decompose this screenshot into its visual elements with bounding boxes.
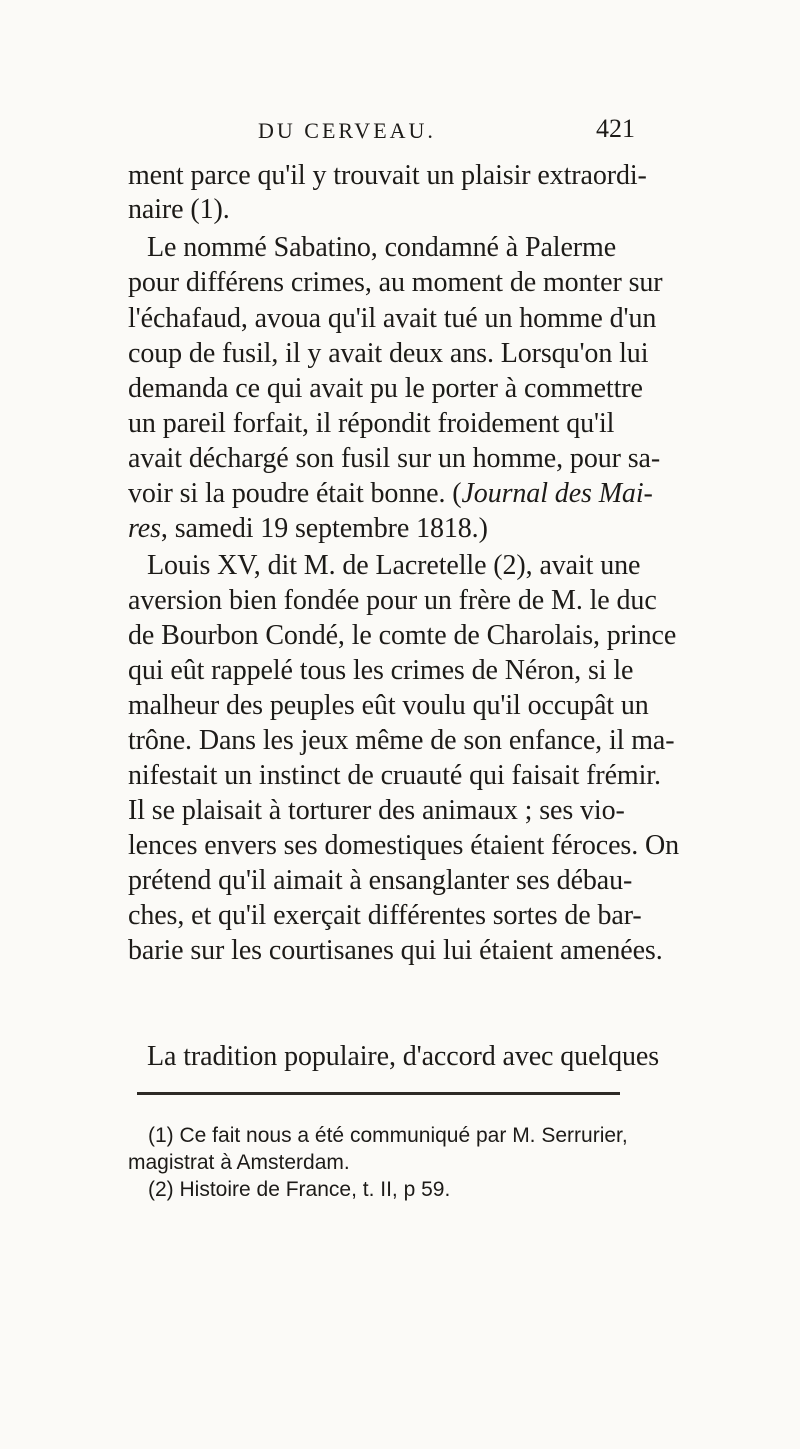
text-line: trône. Dans les jeux même de son enfance, il ma- xyxy=(128,725,675,756)
page-number: 421 xyxy=(596,114,635,143)
footnote: magistrat à Amsterdam. xyxy=(128,1151,350,1174)
running-title: DU CERVEAU. xyxy=(258,118,436,143)
text-line: naire (1). xyxy=(128,194,230,225)
text-line: avait déchargé son fusil sur un homme, pour sa- xyxy=(128,443,661,474)
text-line: Le nommé Sabatino, condamné à Palerme xyxy=(147,232,617,263)
text-line: malheur des peuples eût voulu qu'il occupât un xyxy=(128,690,649,721)
text-line: La tradition populaire, d'accord avec quelques xyxy=(147,1041,660,1072)
footnote: (1) Ce fait nous a été communiqué par M. Serrurier, xyxy=(148,1124,628,1147)
text-line: res, samedi 19 septembre 1818.) xyxy=(128,513,488,544)
italic-citation: res xyxy=(128,513,161,544)
text-line: Il se plaisait à torturer des animaux ; ses vio- xyxy=(128,795,625,826)
text-line: barie sur les courtisanes qui lui étaient amenées. xyxy=(128,935,663,966)
text-line: qui eût rappelé tous les crimes de Néron, si le xyxy=(128,655,634,686)
text-line: de Bourbon Condé, le comte de Charolais, prince xyxy=(128,620,677,651)
text-line: prétend qu'il aimait à ensanglanter ses débau- xyxy=(128,865,633,896)
text-line: un pareil forfait, il répondit froidement qu'il xyxy=(128,408,615,439)
italic-citation: Journal des Mai- xyxy=(461,478,653,509)
footnote-separator xyxy=(137,1092,620,1095)
text-line: nifestait un instinct de cruauté qui faisait frémir. xyxy=(128,760,661,791)
text-line: Louis XV, dit M. de Lacretelle (2), avait une xyxy=(147,550,641,581)
footnote: (2) Histoire de France, t. II, p 59. xyxy=(148,1178,451,1201)
text-line: ches, et qu'il exerçait différentes sortes de bar- xyxy=(128,900,642,931)
running-head xyxy=(258,112,638,148)
text-line: coup de fusil, il y avait deux ans. Lorsqu'on lui xyxy=(128,338,649,369)
text-line: ment parce qu'il y trouvait un plaisir extraordi- xyxy=(128,160,647,191)
text-line: demanda ce qui avait pu le porter à commettre xyxy=(128,373,643,404)
text-line: voir si la poudre était bonne. (Journal des Mai- xyxy=(128,478,653,509)
text-line: pour différens crimes, au moment de monter sur xyxy=(128,267,663,298)
text-line: aversion bien fondée pour un frère de M. le duc xyxy=(128,585,657,616)
text-line: lences envers ses domestiques étaient féroces. On xyxy=(128,830,680,861)
text-line: l'échafaud, avoua qu'il avait tué un homme d'un xyxy=(128,303,657,334)
